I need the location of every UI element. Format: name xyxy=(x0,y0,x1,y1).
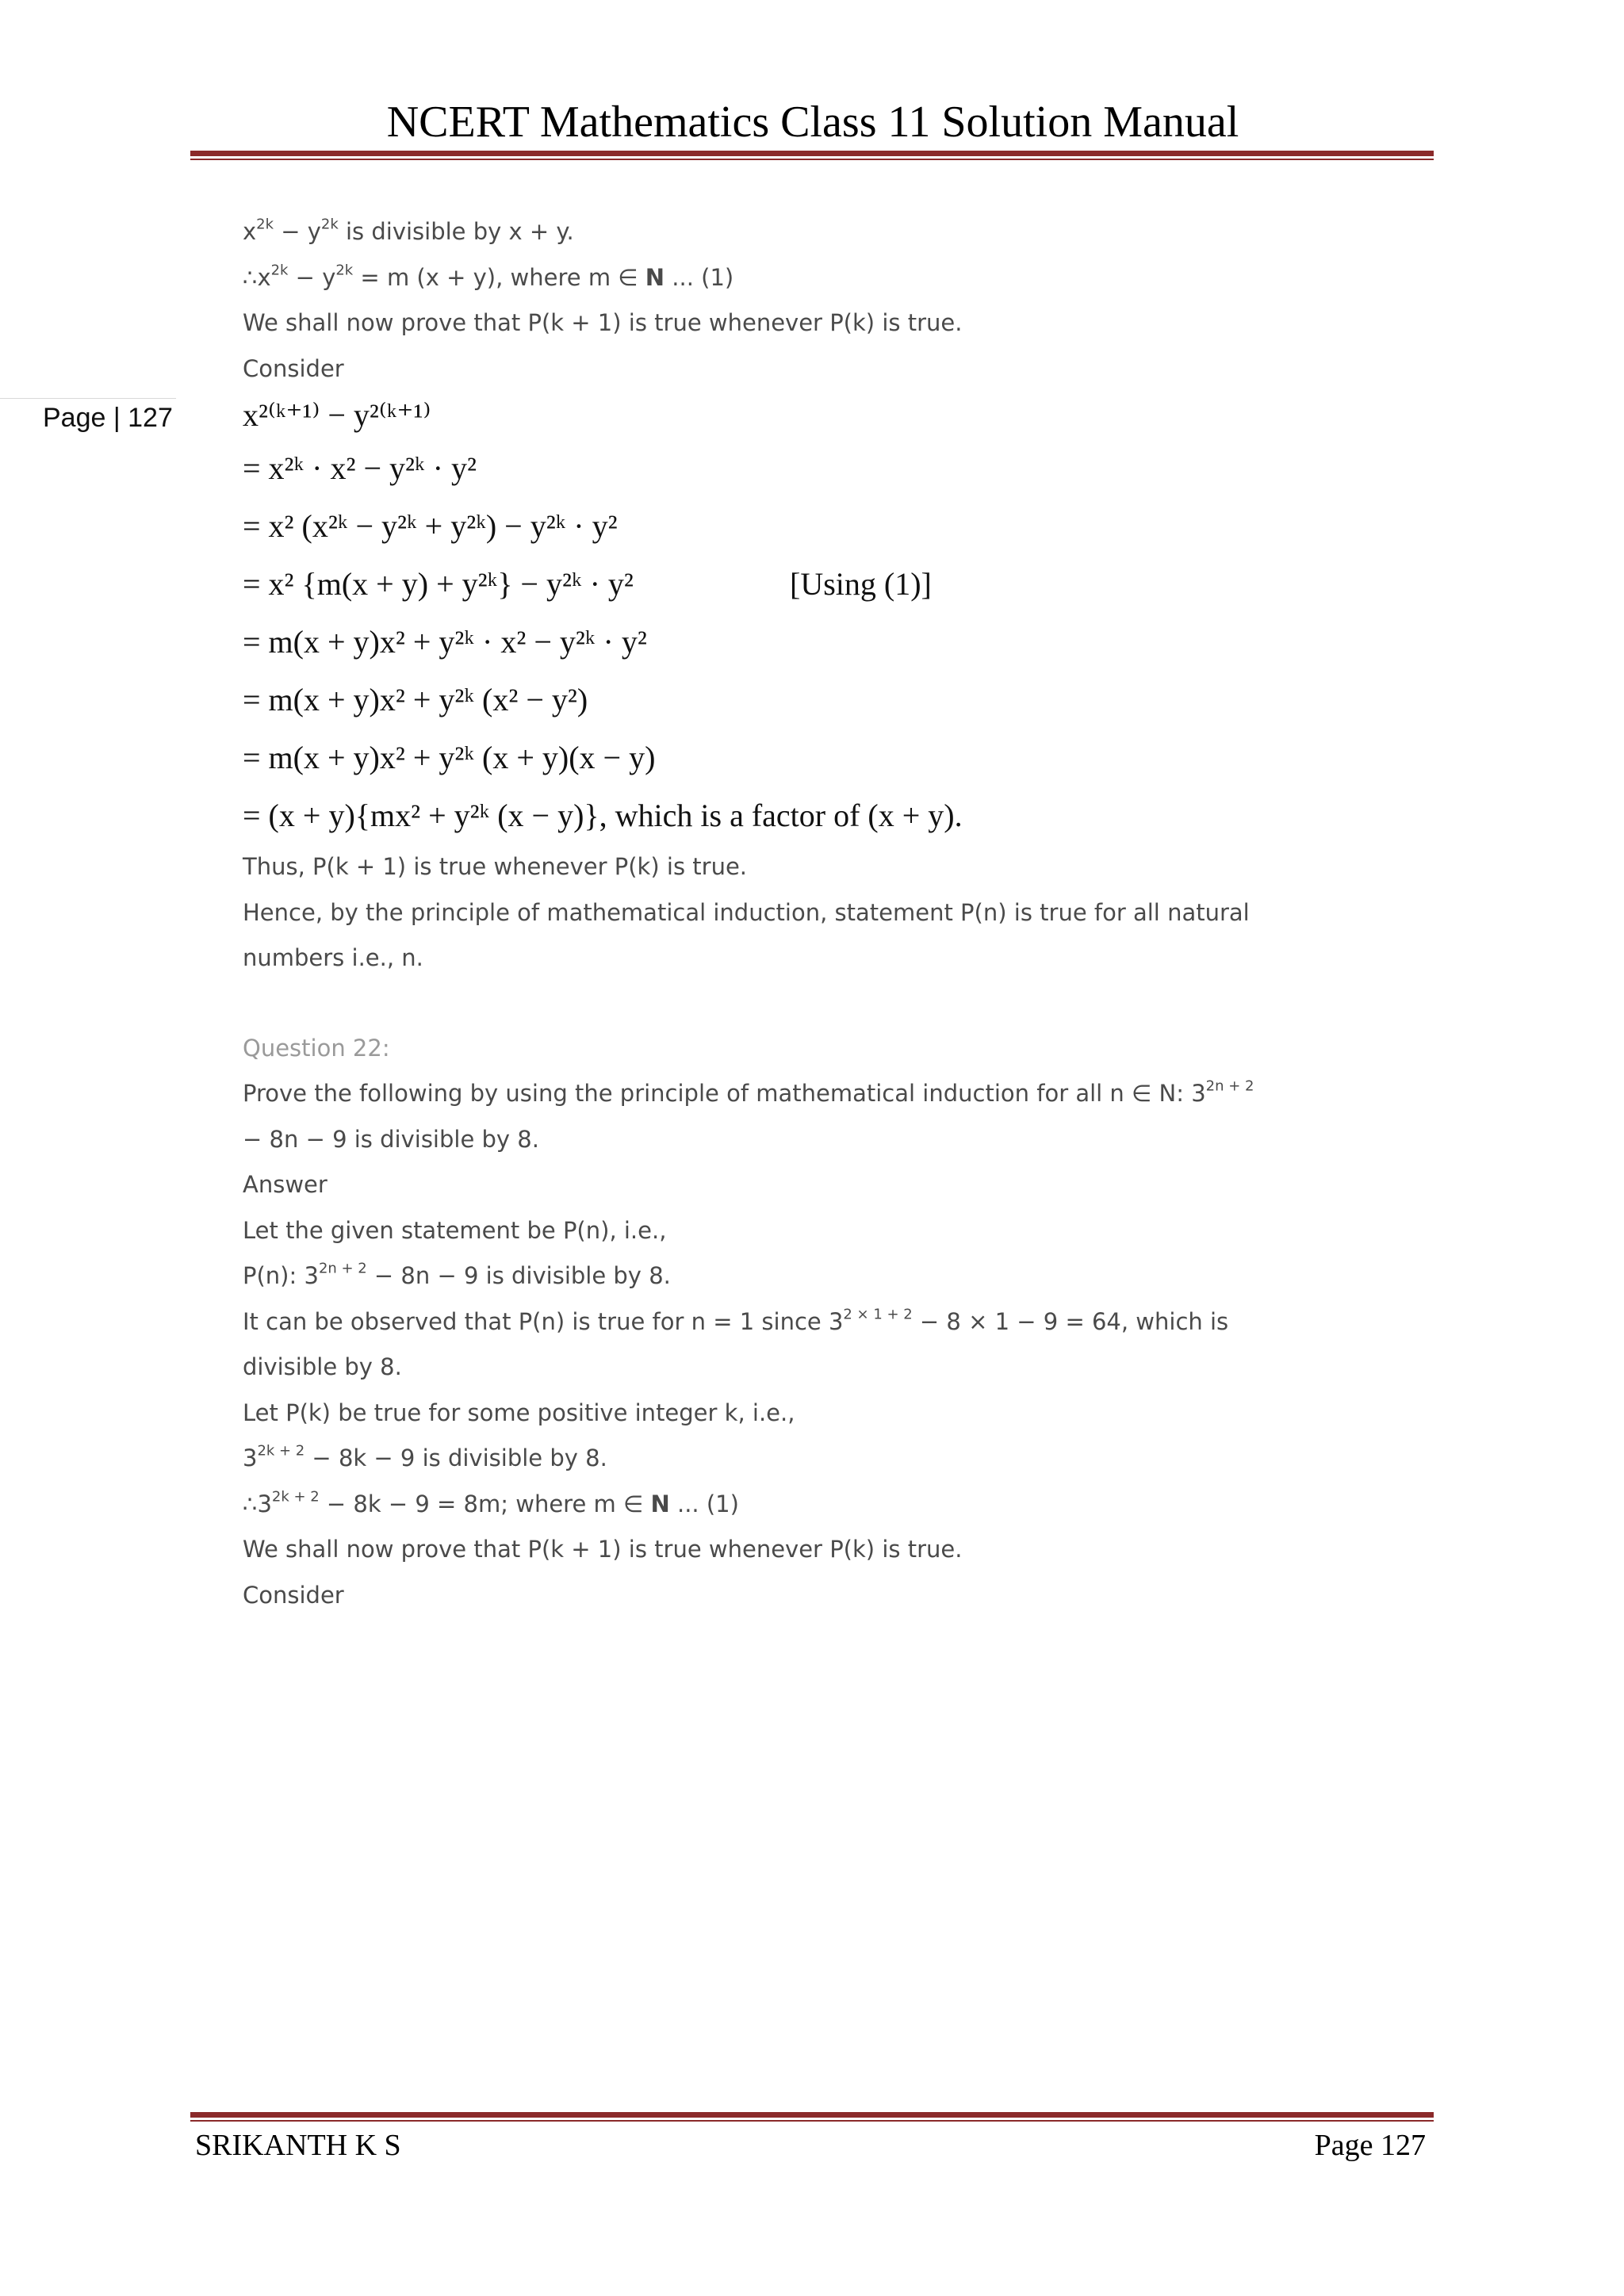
text-line: Consider xyxy=(243,1581,344,1609)
text-line: Let P(k) be true for some positive integer k, i.e., xyxy=(243,1399,795,1426)
text-line: Let the given statement be P(n), i.e., xyxy=(243,1216,667,1244)
footer-rule-thick xyxy=(190,2112,1434,2118)
text-line: We shall now prove that P(k + 1) is true whenever P(k) is true. xyxy=(243,1536,963,1563)
page-content xyxy=(243,209,1408,1618)
question-text: − 8n − 9 is divisible by 8. xyxy=(243,1125,539,1153)
section-spacer xyxy=(243,982,1408,1026)
answer-label: Answer xyxy=(243,1171,327,1198)
text-line: We shall now prove that P(k + 1) is true whenever P(k) is true. xyxy=(243,309,963,336)
margin-divider xyxy=(0,398,176,399)
text-line: numbers i.e., n. xyxy=(243,944,423,971)
text-line: $\therefore x^{2k} - y^{2k} = m$ (x + y), where m ∈ N ... (1) xyxy=(243,262,734,291)
math-step: x²⁽ᵏ⁺¹⁾ − y²⁽ᵏ⁺¹⁾ xyxy=(243,397,431,433)
using-note: [Using (1)] xyxy=(790,566,932,602)
footer-rule-thin xyxy=(190,2120,1434,2122)
text-line: divisible by 8. xyxy=(243,1353,402,1380)
math-step: = x² {m(x + y) + y²ᵏ} − y²ᵏ · y² [Using (1)] xyxy=(243,555,1408,613)
math-step: = x²ᵏ · x² − y²ᵏ · y² xyxy=(243,450,477,486)
footer-page-number: Page 127 xyxy=(1314,2129,1426,2162)
text-line: P(n): $3^{2n + 2} - 8n - 9$ is divisible by 8. xyxy=(243,1260,671,1289)
text-line: Consider xyxy=(243,354,344,382)
math-step: = x² (x²ᵏ − y²ᵏ + y²ᵏ) − y²ᵏ · y² xyxy=(243,508,618,544)
text-line: It can be observed that P(n) is true for n = 1 since $3^{2 \times 1 + 2} - 8 \times 1 - 9 = 64$, which is xyxy=(243,1306,1229,1335)
question-label: Question 22: xyxy=(243,1034,390,1062)
text-line: $x^{2k} - y^{2k}$ is divisible by x + y. xyxy=(243,216,574,245)
text-line: Thus, P(k + 1) is true whenever P(k) is true. xyxy=(243,853,748,880)
math-step: = m(x + y)x² + y²ᵏ (x + y)(x − y) xyxy=(243,740,656,775)
margin-page-number: Page | 127 xyxy=(43,403,173,433)
page-header-title: NCERT Mathematics Class 11 Solution Manual xyxy=(386,98,1239,147)
header-rule-thick xyxy=(190,151,1434,156)
math-step: = m(x + y)x² + y²ᵏ · x² − y²ᵏ · y² xyxy=(243,624,647,660)
text-line: $\therefore 3^{2k + 2} - 8k - 9 = 8m$; where m ∈ N ... (1) xyxy=(243,1488,739,1517)
question-text: Prove the following by using the principle of mathematical induction for all n ∈ N: $3^{2n + 2}$ xyxy=(243,1077,1254,1107)
math-step: = (x + y){mx² + y²ᵏ (x − y)}, which is a factor of (x + y). xyxy=(243,798,963,833)
text-line: $3^{2k + 2} - 8k - 9$ is divisible by 8. xyxy=(243,1442,607,1471)
text-line: Hence, by the principle of mathematical induction, statement P(n) is true for all natural xyxy=(243,898,1250,926)
footer-author: SRIKANTH K S xyxy=(195,2129,401,2162)
math-step: = m(x + y)x² + y²ᵏ (x² − y²) xyxy=(243,682,588,718)
header-rule-thin xyxy=(190,159,1434,160)
